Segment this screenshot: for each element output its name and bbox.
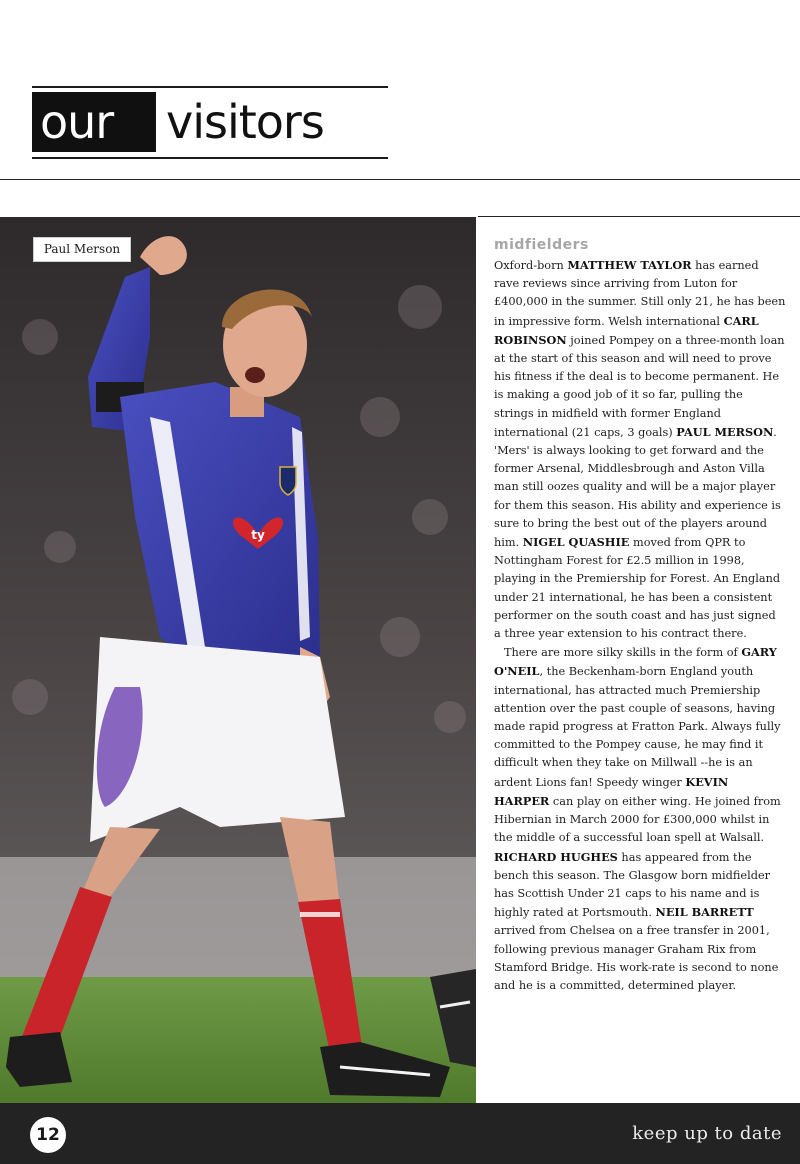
text-run: , the Beckenham-born England youth international, has attracted much Premiership attention over the past couple of seasons, having made rapid progress at Fratton Park. Always fully committed to the Pompey cause, he may find it difficult when they take on Millwall --he is an ardent Lions fan! Speedy winger	[494, 665, 781, 789]
text-run: has earned rave reviews since arriving from Luton for £400,000 in the summer. Still only 21, he has been in impressive form. Welsh international	[494, 259, 786, 328]
player-name: RICHARD HUGHES	[494, 849, 618, 864]
club-crest-icon	[280, 467, 296, 495]
text-run: . 'Mers' is always looking to get forward and the former Arsenal, Middlesbrough and Aston Villa man still oozes quality and will be a major player for them this season. His ability and experience is sure to bring the best out of the players around him.	[494, 425, 781, 550]
text-run: can play on either wing. He joined from Hibernian in March 2000 for £300,000 whilst in the middle of a successful loan spell at Walsall.	[494, 794, 781, 845]
article-paragraph-2	[494, 643, 786, 995]
text-run: There are more silky skills in the form of	[504, 646, 742, 660]
page-divider	[0, 179, 800, 180]
player-name: KEVIN HARPER	[494, 774, 729, 808]
header-top-rule	[32, 86, 388, 88]
player-name: CARL ROBINSON	[494, 313, 759, 347]
player-name: NIGEL QUASHIE	[522, 535, 630, 550]
text-run: joined Pompey on a three-month loan at the start of this season and will need to prove his fitness if the deal is to become permanent. He is making a good job of it so far, pulling the strings in midfield with former England international (21 caps, 3 goals)	[494, 333, 785, 439]
column-top-rule	[478, 216, 800, 217]
text-run: moved from QPR to Nottingham Forest for £2.5 million in 1998, playing in the Premiership for Forest. An England under 21 international, he has been a consistent performer on the south coast and has just signed a three year extension to his contract there.	[494, 536, 781, 641]
svg-text:ty: ty	[251, 528, 265, 542]
text-run: Oxford-born	[494, 259, 568, 272]
text-run: has appeared from the bench this season. The Glasgow born midfielder has Scottish Under 21 caps to his name and is highly rated at Portsmouth.	[494, 850, 771, 920]
page-number: 12	[30, 1117, 66, 1153]
photo-caption: Paul Merson	[33, 237, 131, 262]
player-name: NEIL BARRETT	[655, 905, 754, 920]
section-title: midfielders	[494, 237, 589, 253]
header-bottom-rule	[32, 157, 388, 159]
player-name: GARY O'NEIL	[494, 645, 777, 679]
text-run: arrived from Chelsea on a free transfer in 2001, following previous manager Graham Rix from Stamford Bridge. His work-rate is second to none and he is a committed, determined player.	[494, 924, 779, 992]
footer-tagline: keep up to date	[632, 1123, 782, 1144]
player-name: PAUL MERSON	[676, 424, 774, 439]
header-title-our: our	[40, 95, 114, 149]
header-title-visitors: visitors	[166, 95, 324, 149]
player-photo	[0, 217, 476, 1103]
player-name: MATTHEW TAYLOR	[567, 258, 692, 272]
article-paragraph-1	[494, 256, 786, 643]
article-column	[494, 236, 786, 995]
